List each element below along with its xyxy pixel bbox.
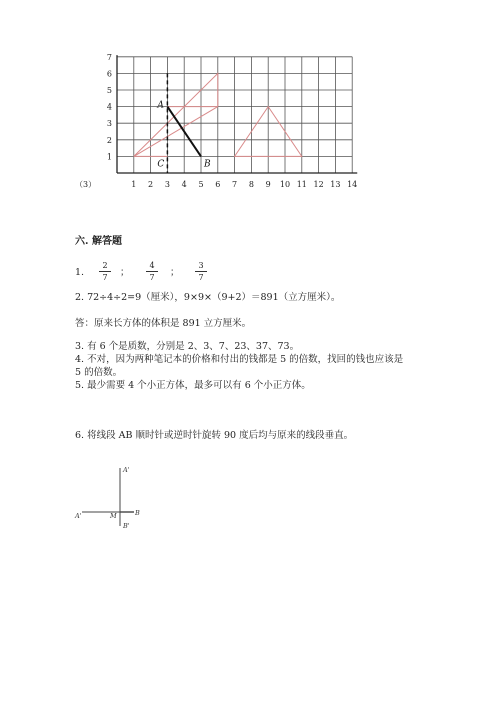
- rotation-figure: [72, 460, 152, 535]
- q3-text: 3. 有 6 个是质数，分别是 2、3、7、23、37、73。: [75, 341, 300, 352]
- x-tick-label: 13: [330, 180, 341, 189]
- fraction-numerator: 4: [149, 261, 155, 270]
- fraction-denominator: 7: [102, 273, 108, 282]
- label-a-prime-top: A': [123, 466, 130, 474]
- section-title: 六. 解答题: [75, 236, 122, 247]
- red-triangle-rotated: [134, 73, 218, 156]
- q1-separator: ；: [170, 267, 180, 278]
- grid-figure: [70, 52, 370, 212]
- x-tick-label: 2: [148, 180, 154, 189]
- q1-fraction-2: [146, 261, 158, 282]
- q4-line2: 5 的倍数。: [75, 367, 123, 378]
- x-tick-label: 7: [232, 180, 238, 189]
- y-tick-label: 2: [106, 135, 112, 145]
- q1-fraction-3: [195, 261, 207, 282]
- x-tick-label: 10: [279, 180, 291, 189]
- x-tick-label: 11: [296, 180, 307, 189]
- label-m: M: [110, 512, 117, 520]
- label-b: B: [204, 159, 211, 170]
- x-tick-label: 14: [347, 180, 358, 189]
- y-tick-label: 1: [106, 152, 112, 162]
- q2-text: 2. 72÷4÷2=9（厘米），9×9×（9+2）＝891（立方厘米）。: [75, 292, 341, 303]
- y-tick-label: 3: [106, 119, 112, 129]
- y-tick-label: 7: [106, 52, 112, 62]
- label-c: C: [157, 159, 165, 170]
- y-tick-label: 6: [106, 69, 112, 79]
- fraction-denominator: 7: [198, 273, 204, 282]
- fraction-denominator: 7: [149, 273, 155, 282]
- label-b-prime: B': [123, 522, 130, 530]
- x-tick-label: 4: [181, 180, 187, 189]
- q1-fraction-1: [99, 261, 111, 282]
- fraction-bar: [146, 271, 158, 272]
- x-tick-label: 9: [265, 180, 271, 189]
- q4-line1: 4. 不对，因为两种笔记本的价格和付出的钱都是 5 的倍数，找回的钱也应该是: [75, 354, 404, 365]
- q6-text: 6. 将线段 AB 顺时针或逆时针旋转 90 度后均与原来的线段垂直。: [75, 430, 354, 441]
- q2-answer: 答：原来长方体的体积是 891 立方厘米。: [75, 318, 252, 329]
- grid-figure-svg: [70, 52, 370, 212]
- x-tick-label: 12: [313, 180, 324, 189]
- fraction-bar: [99, 271, 111, 272]
- label-a-prime-left: A': [75, 512, 82, 520]
- q5-text: 5. 最少需要 4 个小正方体，最多可以有 6 个小正方体。: [75, 380, 311, 391]
- y-tick-label: 5: [106, 86, 112, 95]
- x-tick-label: 3: [164, 180, 170, 189]
- q1-separator: ；: [120, 267, 130, 278]
- x-tick-label: 1: [131, 180, 137, 189]
- rotation-figure-svg: [72, 460, 152, 535]
- fraction-numerator: 2: [102, 261, 108, 270]
- x-tick-label: 6: [215, 180, 221, 189]
- x-tick-label: 8: [248, 180, 254, 189]
- fraction-bar: [195, 271, 207, 272]
- label-b: B: [135, 509, 140, 517]
- x-tick-label: 5: [198, 180, 204, 189]
- q1-number: 1.: [75, 267, 85, 278]
- y-tick-label: 4: [106, 102, 112, 112]
- label-a: A: [157, 100, 164, 111]
- figure-label: （3）: [75, 180, 97, 189]
- fraction-numerator: 3: [198, 261, 204, 270]
